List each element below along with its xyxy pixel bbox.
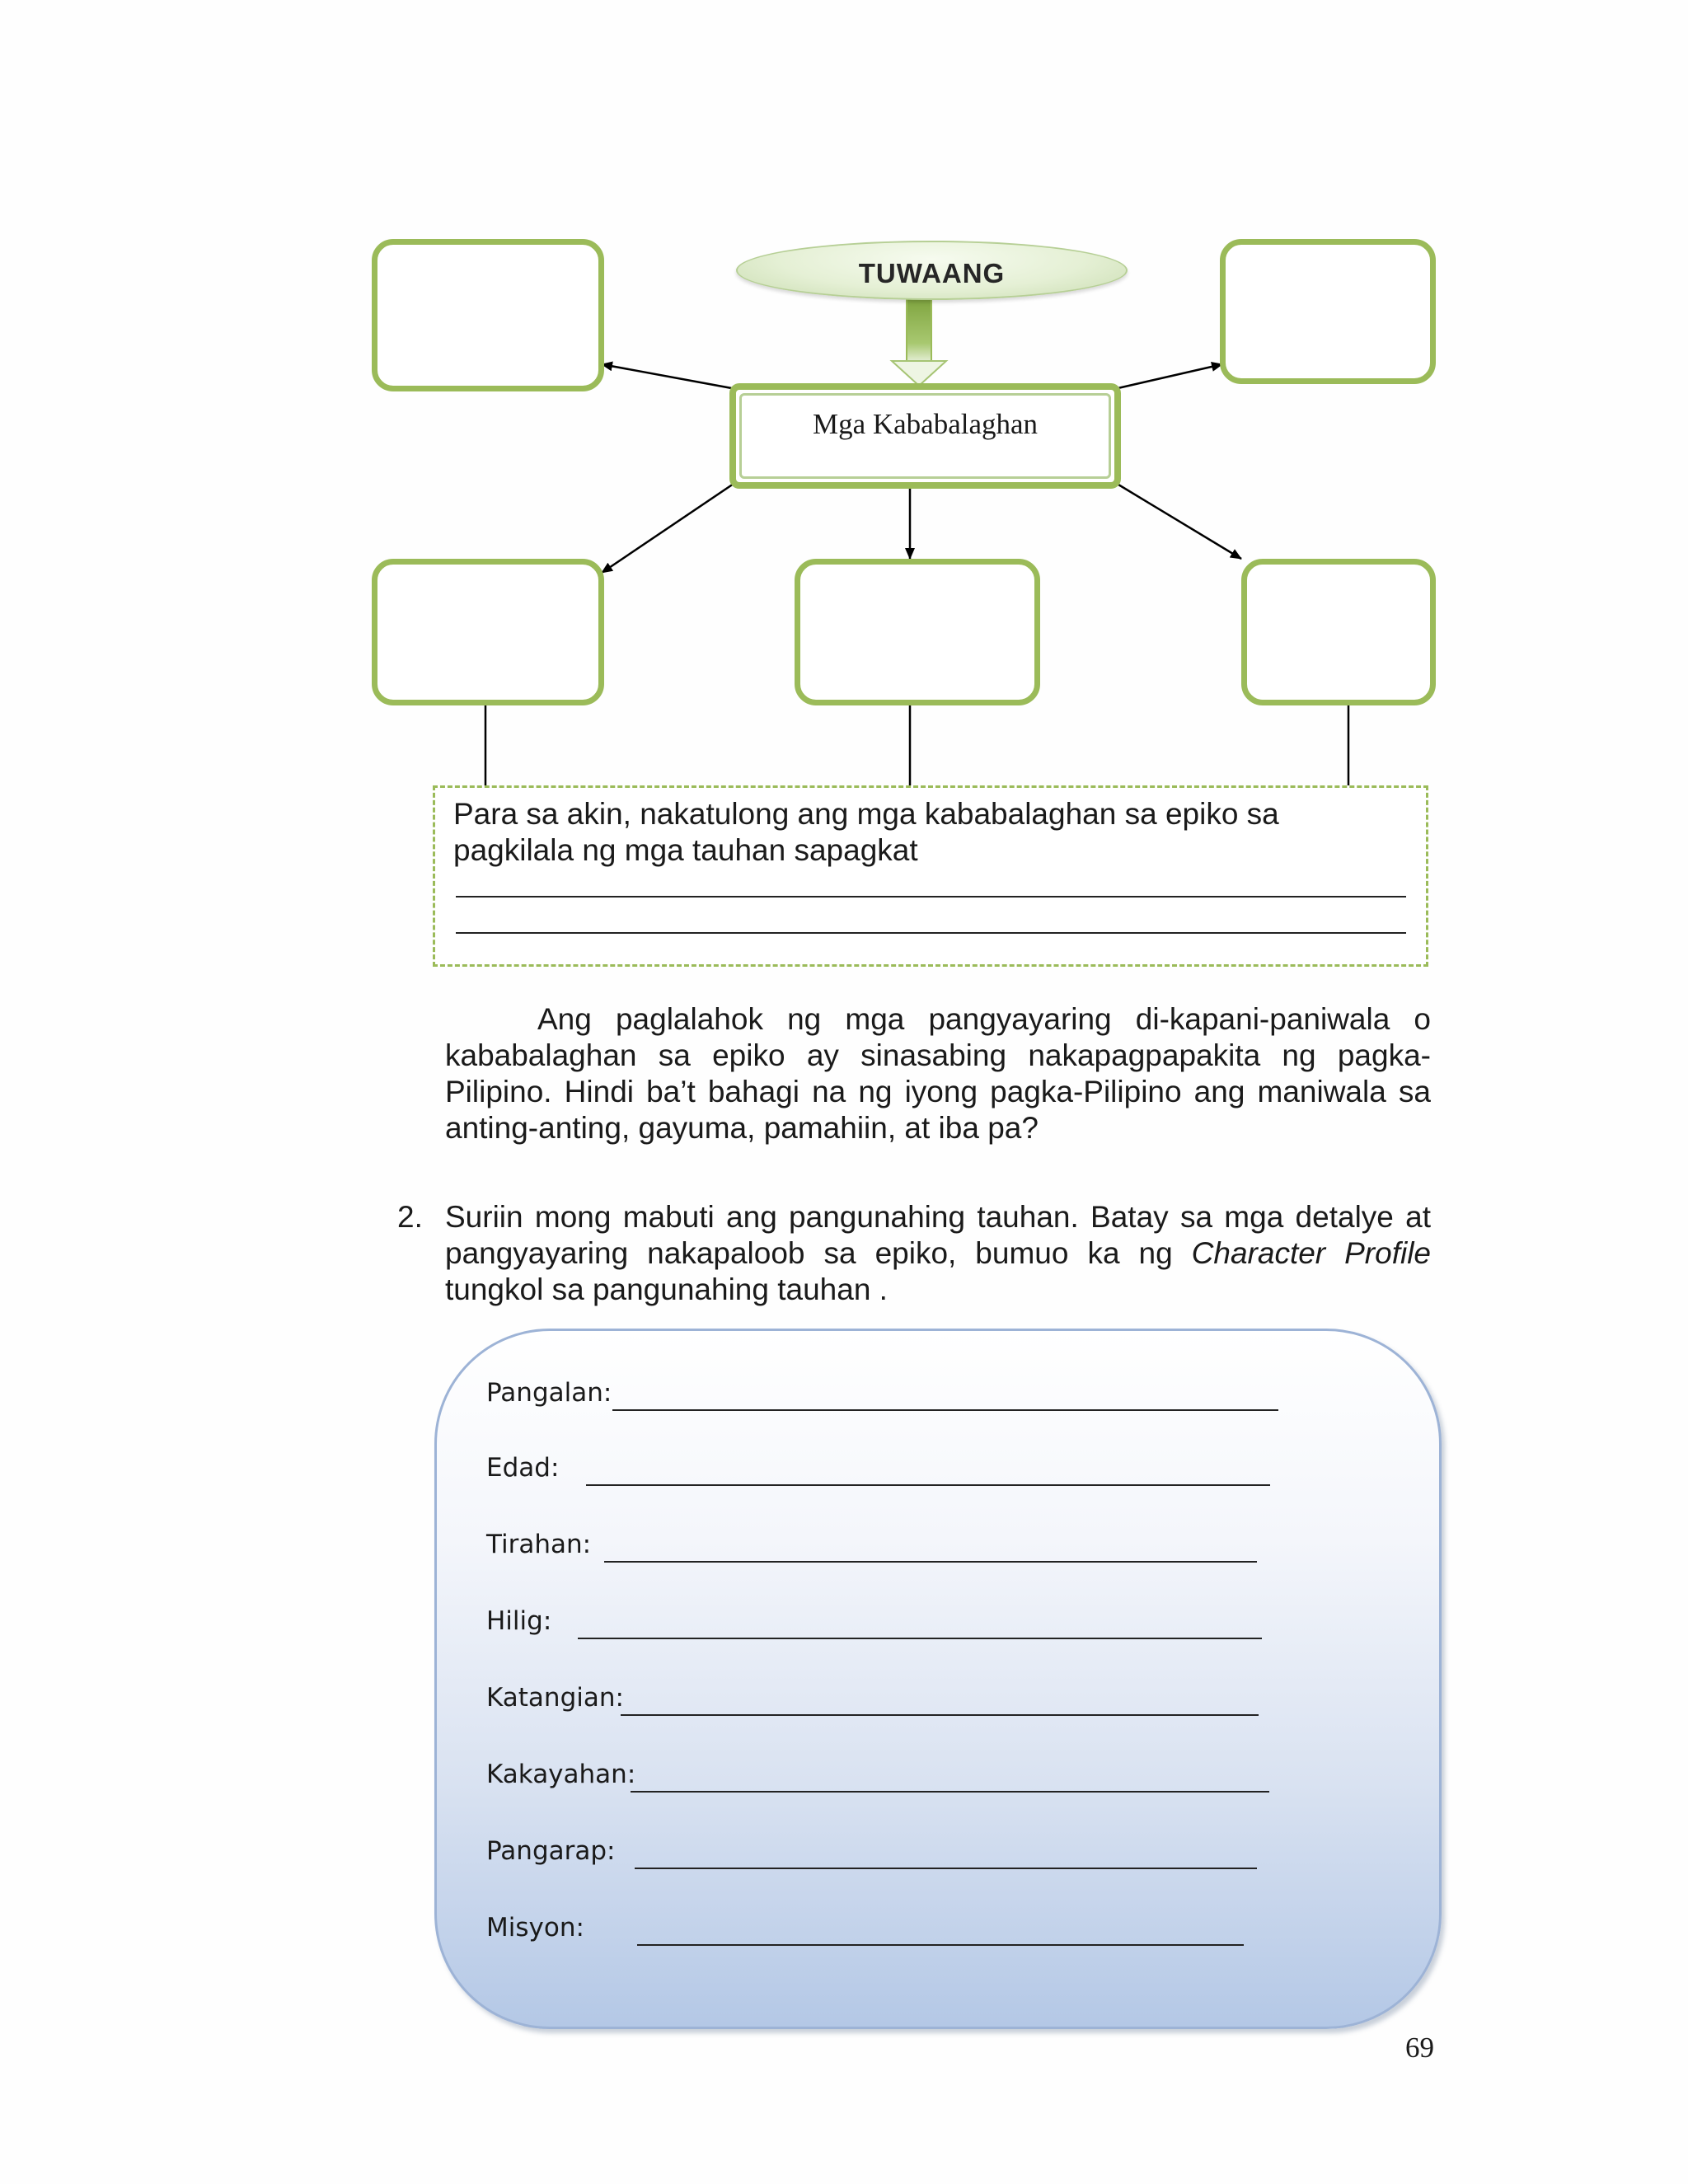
- answer-box-top-right[interactable]: [1220, 239, 1436, 384]
- field-line-edad[interactable]: [586, 1484, 1270, 1486]
- reflection-prompt-line1: Para sa akin, nakatulong ang mga kababalaghan sa epiko sa: [453, 797, 1279, 831]
- field-line-katangian[interactable]: [621, 1714, 1259, 1716]
- field-label-pangalan: Pangalan:: [486, 1378, 612, 1408]
- body-paragraph: [445, 1001, 1431, 1146]
- arrow-to-top-right: [1114, 364, 1222, 389]
- field-label-pangarap: Pangarap:: [486, 1836, 616, 1866]
- item-number: 2.: [397, 1200, 423, 1234]
- field-label-hilig: Hilig:: [486, 1606, 552, 1636]
- body-paragraph-text: Ang paglalahok ng mga pangyayaring di-kapani-paniwala o kababalaghan sa epiko ay sinasabing nakapagpapakita ng pagka-Pilipino. Hindi ba’t bahagi na ng iyong pagka-Pilipino ang maniwala sa anting-anting, gayuma, pamahiin, at iba pa?: [445, 1002, 1431, 1145]
- field-line-hilig[interactable]: [578, 1638, 1262, 1639]
- green-down-arrow-icon: [892, 298, 946, 386]
- field-label-edad: Edad:: [486, 1453, 560, 1483]
- field-label-tirahan: Tirahan:: [486, 1530, 592, 1559]
- reflection-prompt-line2: pagkilala ng mga tauhan sapagkat: [453, 833, 918, 867]
- field-label-misyon: Misyon:: [486, 1913, 584, 1943]
- field-line-misyon[interactable]: [637, 1944, 1244, 1946]
- answer-box-bottom-right[interactable]: [1241, 559, 1436, 705]
- arrow-to-bottom-right: [1114, 482, 1241, 559]
- item-2-instructions: [445, 1199, 1431, 1308]
- answer-box-bottom-center[interactable]: [795, 559, 1040, 705]
- field-line-kakayahan[interactable]: [631, 1791, 1269, 1793]
- diagram-title: TUWAANG: [858, 258, 1006, 288]
- reflection-answer-line-1[interactable]: [456, 896, 1406, 898]
- field-line-pangalan[interactable]: [612, 1409, 1278, 1411]
- field-line-pangarap[interactable]: [635, 1868, 1257, 1869]
- reflection-prompt: [453, 796, 1409, 869]
- field-label-katangian: Katangian:: [486, 1683, 624, 1713]
- answer-box-bottom-left[interactable]: [372, 559, 604, 705]
- arrow-to-top-left: [602, 364, 736, 389]
- item-2-text-b: tungkol sa pangunahing tauhan .: [445, 1272, 888, 1306]
- reflection-answer-line-2[interactable]: [456, 932, 1406, 934]
- answer-box-top-left[interactable]: [372, 239, 604, 391]
- center-node-label: Mga Kababalaghan: [812, 408, 1039, 440]
- page-number: 69: [1405, 2032, 1434, 2064]
- field-label-kakayahan: Kakayahan:: [486, 1760, 636, 1789]
- item-2-text-italic: Character Profile: [1191, 1236, 1431, 1270]
- arrow-to-bottom-left: [602, 482, 736, 573]
- field-line-tirahan[interactable]: [604, 1561, 1257, 1563]
- item-2-text-a: Suriin mong mabuti ang pangunahing tauhan. Batay sa mga detalye at pangyayaring nakapaloob sa epiko, bumuo ka ng: [445, 1200, 1431, 1270]
